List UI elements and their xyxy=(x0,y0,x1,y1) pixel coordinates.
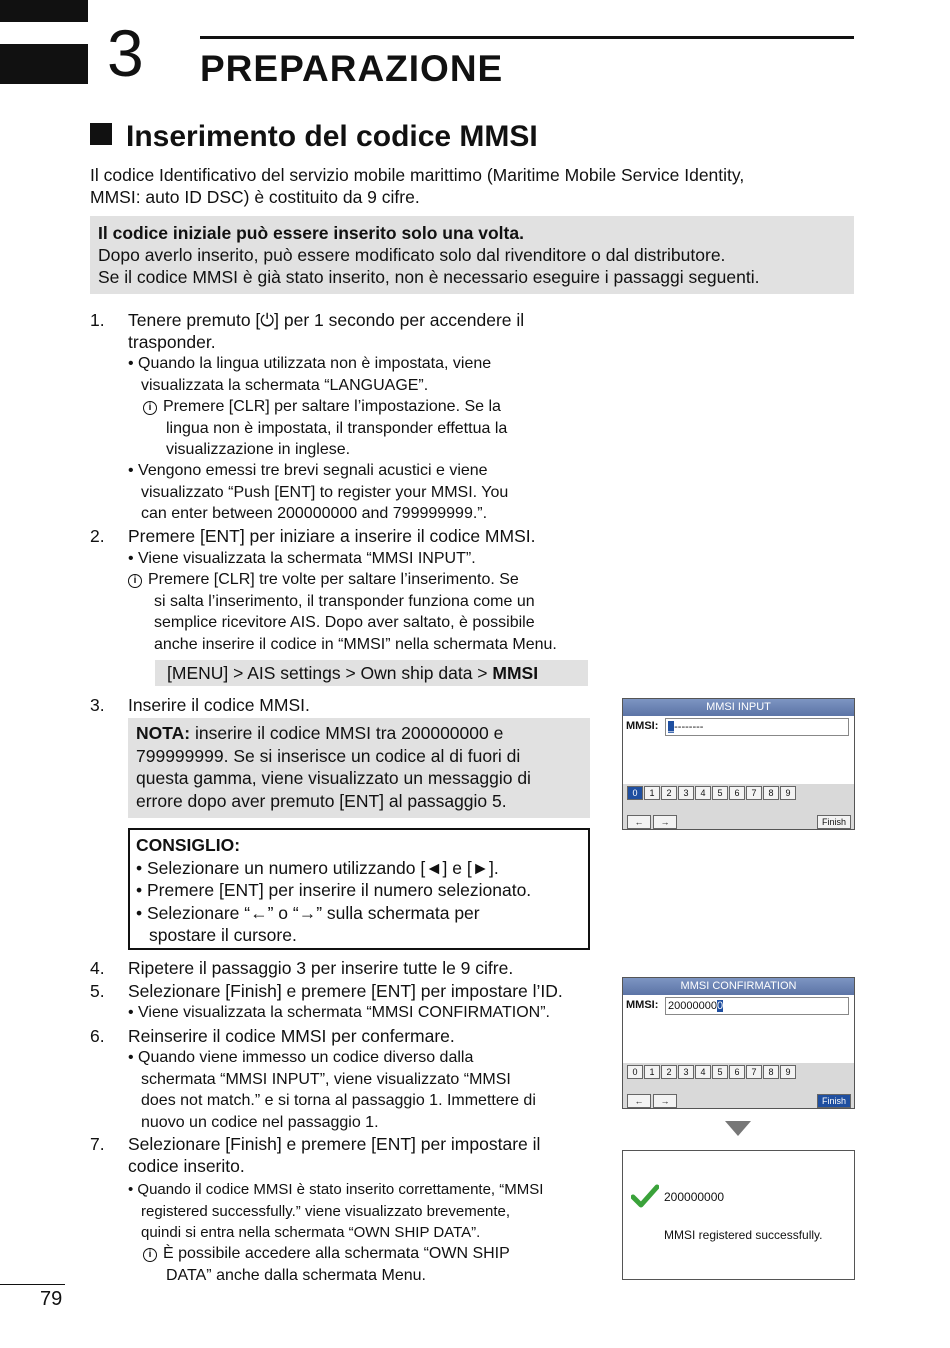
intro-line: Il codice Identificativo del servizio mobile marittimo (Maritime Mobile Service Identity, xyxy=(90,165,745,185)
tip-line: • Selezionare “←” o “→” sulla schermata per xyxy=(136,902,480,923)
info-line: Premere [CLR] per saltare l’impostazione. Se la xyxy=(163,398,501,415)
digit-key-3[interactable]: 3 xyxy=(678,786,694,800)
step-number: 4. xyxy=(90,958,105,978)
step-2-info xyxy=(128,569,598,655)
square-bullet-icon xyxy=(90,123,112,145)
digit-key-5[interactable]: 5 xyxy=(712,1065,728,1079)
bullet-line: does not match.” e si torna al passaggio 1. Immettere di xyxy=(141,1092,536,1109)
bullet-line: schermata “MMSI INPUT”, viene visualizzato “MMSI xyxy=(141,1070,511,1088)
digit-key-2[interactable]: 2 xyxy=(661,1065,677,1079)
info-line: È possibile accedere alla schermata “OWN SHIP xyxy=(163,1245,510,1262)
intro-line: MMSI: auto ID DSC) è costituito da 9 cifre. xyxy=(90,187,420,207)
success-message: MMSI registered successfully. xyxy=(664,1228,823,1242)
checkmark-icon xyxy=(631,1184,659,1208)
step-4-text: Ripetere il passaggio 3 per inserire tutte le 9 cifre. xyxy=(128,958,514,978)
mmsi-value: 20000000 xyxy=(668,1000,717,1012)
nota-line: errore dopo aver premuto [ENT] al passaggio 5. xyxy=(136,790,507,811)
bullet-line: nuovo un codice nel passaggio 1. xyxy=(141,1113,379,1131)
bullet-line: • Vengono emessi tre brevi segnali acustici e viene xyxy=(128,462,488,479)
step-1-text xyxy=(128,309,598,353)
digit-key-5[interactable]: 5 xyxy=(712,786,728,800)
bullet-line: visualizzata la schermata “LANGUAGE”. xyxy=(141,376,429,394)
step-7-line: Selezionare [Finish] e premere [ENT] per impostare il xyxy=(128,1134,541,1154)
mmsi-field[interactable] xyxy=(665,718,849,736)
chapter-tab-bar-bottom xyxy=(0,44,88,84)
step-1-text-c: trasponder. xyxy=(128,332,216,352)
info-line: Premere [CLR] tre volte per saltare l’inserimento. Se xyxy=(148,571,519,588)
info-line: semplice ricevitore AIS. Dopo aver saltato, è possibile xyxy=(154,614,535,631)
digit-key-1[interactable]: 1 xyxy=(644,786,660,800)
info-icon: i xyxy=(128,574,142,588)
step-1-info-1 xyxy=(143,396,593,461)
step-1-bullet-2 xyxy=(128,460,598,525)
tip-line: • Premere [ENT] per inserire il numero selezionato. xyxy=(136,880,532,900)
finish-button[interactable]: Finish xyxy=(817,815,851,829)
cursor-left-button[interactable]: ← xyxy=(627,815,651,829)
step-7-bullet xyxy=(128,1179,608,1244)
step-7-info xyxy=(143,1243,603,1286)
arrow-down-icon xyxy=(725,1121,751,1136)
mmsi-value: -------- xyxy=(674,721,704,733)
tip-label: CONSIGLIO: xyxy=(136,835,241,855)
bullet-line: • Quando viene immesso un codice diverso dalla xyxy=(128,1049,474,1066)
mmsi-field[interactable] xyxy=(665,997,849,1015)
cursor-right-button[interactable]: → xyxy=(653,1094,677,1108)
tip-line: spostare il cursore. xyxy=(149,925,297,945)
nota-line: 799999999. Se si inserisce un codice al di fuori di xyxy=(136,745,521,766)
info-icon: i xyxy=(143,401,157,415)
mmsi-label: MMSI: xyxy=(626,720,659,732)
page-number-rule xyxy=(0,1284,65,1285)
digit-key-6[interactable]: 6 xyxy=(729,1065,745,1079)
digit-key-1[interactable]: 1 xyxy=(644,1065,660,1079)
note-line: Se il codice MMSI è già stato inserito, non è necessario eseguire i passaggi seguenti. xyxy=(98,267,760,287)
digit-key-4[interactable]: 4 xyxy=(695,1065,711,1079)
step-7-line: codice inserito. xyxy=(128,1156,245,1176)
bullet-line: can enter between 200000000 and 799999999.”. xyxy=(141,505,488,522)
step-number: 1. xyxy=(90,310,105,330)
step-2-bullet: • Viene visualizzata la schermata “MMSI INPUT”. xyxy=(128,550,476,567)
info-line: DATA” anche dalla schermata Menu. xyxy=(166,1266,426,1284)
important-note-box xyxy=(90,216,854,294)
step-5-bullet: • Viene visualizzata la schermata “MMSI CONFIRMATION”. xyxy=(128,1004,550,1021)
mmsi-confirmation-screen xyxy=(622,977,855,1109)
digit-key-0[interactable]: 0 xyxy=(627,1065,643,1079)
tip-box xyxy=(128,828,590,950)
step-number: 7. xyxy=(90,1134,105,1154)
nota-line: questa gamma, viene visualizzato un messaggio di xyxy=(136,768,531,788)
step-6-bullet xyxy=(128,1047,608,1133)
chapter-number: 3 xyxy=(107,16,144,90)
screen-title: MMSI CONFIRMATION xyxy=(623,978,854,995)
bullet-line: • Quando il codice MMSI è stato inserito correttamente, “MMSI xyxy=(128,1181,544,1198)
bullet-line: visualizzato “Push [ENT] to register your MMSI. You xyxy=(141,483,509,501)
info-line: lingua non è impostata, il transponder effettua la xyxy=(166,419,508,437)
info-line: si salta l’inserimento, il transponder funziona come un xyxy=(154,592,535,610)
mmsi-label: MMSI: xyxy=(626,999,659,1011)
digit-key-8[interactable]: 8 xyxy=(763,1065,779,1079)
digit-key-7[interactable]: 7 xyxy=(746,786,762,800)
screen-body xyxy=(623,716,854,784)
menu-path-box xyxy=(155,660,588,686)
info-line: visualizzazione in inglese. xyxy=(166,441,351,458)
digit-key-9[interactable]: 9 xyxy=(780,786,796,800)
nota-line: inserire il codice MMSI tra 200000000 e xyxy=(190,723,504,743)
digit-key-8[interactable]: 8 xyxy=(763,786,779,800)
step-1-text-a: Tenere premuto [ xyxy=(128,310,261,330)
mmsi-cursor: _ xyxy=(668,721,675,733)
step-number: 5. xyxy=(90,981,105,1001)
digit-key-3[interactable]: 3 xyxy=(678,1065,694,1079)
step-3-text: Inserire il codice MMSI. xyxy=(128,695,310,715)
power-icon: ⏻ xyxy=(260,310,275,330)
title-rule xyxy=(200,36,854,39)
cursor-right-button[interactable]: → xyxy=(653,815,677,829)
step-number: 6. xyxy=(90,1026,105,1046)
info-line: anche inserire il codice in “MMSI” nella schermata Menu. xyxy=(154,635,557,653)
page-number: 79 xyxy=(40,1288,63,1310)
menu-path-text: [MENU] > AIS settings > Own ship data > xyxy=(167,663,493,683)
mmsi-input-screen xyxy=(622,698,855,830)
digit-key-2[interactable]: 2 xyxy=(661,786,677,800)
chapter-title: PREPARAZIONE xyxy=(200,48,504,89)
step-7-text xyxy=(128,1133,608,1177)
step-1-text-b: ] per 1 secondo per accendere il xyxy=(274,310,525,330)
digit-key-0[interactable]: 0 xyxy=(627,786,643,800)
step-number: 3. xyxy=(90,695,105,715)
section-title xyxy=(90,120,538,154)
digit-key-9[interactable]: 9 xyxy=(780,1065,796,1079)
success-mmsi-value: 200000000 xyxy=(664,1190,725,1204)
nota-label: NOTA: xyxy=(136,723,191,743)
bullet-line: registered successfully.” viene visualizzato brevemente, xyxy=(141,1202,511,1220)
digit-key-6[interactable]: 6 xyxy=(729,786,745,800)
tip-line: • Selezionare un numero utilizzando [◄] e [►]. xyxy=(136,857,499,878)
info-icon: i xyxy=(143,1248,157,1262)
finish-button[interactable]: Finish xyxy=(817,1094,851,1108)
section-title-text: Inserimento del codice MMSI xyxy=(126,120,538,153)
step-5-text: Selezionare [Finish] e premere [ENT] per impostare l’ID. xyxy=(128,981,563,1001)
step-1-bullet-1 xyxy=(128,353,598,396)
screen-title: MMSI INPUT xyxy=(623,699,854,716)
note-line: Dopo averlo inserito, può essere modificato solo dal rivenditore o dal distributore. xyxy=(98,245,726,265)
nota-box xyxy=(128,718,590,818)
step-2-text: Premere [ENT] per iniziare a inserire il codice MMSI. xyxy=(128,526,536,546)
bullet-line: • Quando la lingua utilizzata non è impostata, viene xyxy=(128,355,492,372)
step-number: 2. xyxy=(90,526,105,546)
bullet-line: quindi si entra nella schermata “OWN SHIP DATA”. xyxy=(141,1224,481,1241)
menu-path-bold: MMSI xyxy=(492,663,539,683)
mmsi-success-screen xyxy=(622,1150,855,1280)
digit-key-7[interactable]: 7 xyxy=(746,1065,762,1079)
note-bold-line: Il codice iniziale può essere inserito solo una volta. xyxy=(98,223,524,243)
mmsi-cursor: 0 xyxy=(716,1000,724,1012)
chapter-tab-bar-top xyxy=(0,0,88,22)
intro-paragraph xyxy=(90,164,850,208)
cursor-left-button[interactable]: ← xyxy=(627,1094,651,1108)
screen-body xyxy=(623,995,854,1063)
step-6-text: Reinserire il codice MMSI per confermare. xyxy=(128,1026,455,1046)
digit-key-4[interactable]: 4 xyxy=(695,786,711,800)
